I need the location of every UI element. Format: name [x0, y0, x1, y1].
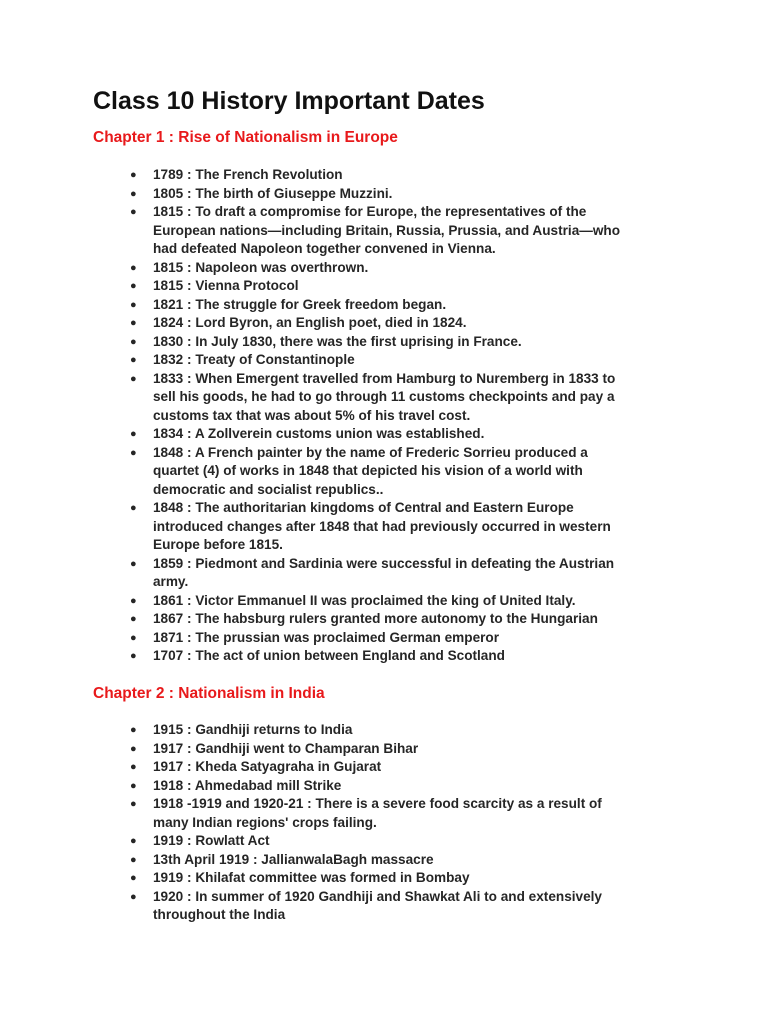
list-item-line: sell his goods, he had to go through 11 customs checkpoints and pay a	[153, 389, 615, 404]
list-item-line: 1832 : Treaty of Constantinople	[153, 352, 355, 367]
list-item	[0, 166, 673, 185]
list-item-line: had defeated Napoleon together convened in Vienna.	[153, 241, 496, 256]
list-item-line: 1848 : A French painter by the name of Frederic Sorrieu produced a	[153, 444, 588, 460]
list-item	[0, 721, 673, 740]
list-item-line: 1859 : Piedmont and Sardinia were successful in defeating the Austrian	[153, 555, 615, 571]
chapter-2-event-list	[0, 721, 768, 925]
list-item-line: 1918 : Ahmedabad mill Strike	[153, 777, 342, 793]
bullet-icon: ●	[130, 187, 137, 200]
list-item-line: 1848 : The authoritarian kingdoms of Central and Eastern Europe	[153, 500, 574, 515]
list-item-line: throughout the India	[153, 907, 286, 922]
bullet-icon: ●	[130, 650, 137, 662]
list-item-line: quartet (4) of works in 1848 that depicted his vision of a world with	[153, 463, 583, 478]
bullet-icon: ●	[130, 853, 137, 866]
bullet-icon: ●	[130, 317, 137, 329]
bullet-icon: ●	[130, 557, 137, 570]
list-item	[0, 647, 673, 666]
list-item-line: 1824 : Lord Byron, an English poet, died in 1824.	[153, 315, 467, 330]
list-item-line: 1920 : In summer of 1920 Gandhiji and Shawkat Ali to and extensively	[153, 888, 602, 904]
list-item	[0, 314, 673, 333]
bullet-icon: ●	[130, 206, 137, 218]
bullet-icon: ●	[130, 502, 137, 514]
list-item	[0, 777, 673, 796]
list-item-line: many Indian regions' crops failing.	[153, 814, 377, 830]
list-item	[0, 795, 673, 832]
list-item-line: democratic and socialist republics..	[153, 481, 384, 497]
list-item	[0, 740, 673, 759]
bullet-icon: ●	[130, 631, 137, 644]
list-item	[0, 888, 673, 925]
list-item-line: 1707 : The act of union between England and Scotland	[153, 648, 505, 663]
bullet-icon: ●	[130, 280, 137, 292]
list-item	[0, 425, 673, 444]
chapter-1-heading: Chapter 1 : Rise of Nationalism in Europe	[93, 129, 398, 146]
list-item-line: 1917 : Gandhiji went to Champaran Bihar	[153, 740, 419, 756]
list-item-line: 1915 : Gandhiji returns to India	[153, 722, 353, 737]
list-item	[0, 370, 673, 426]
list-item-line: 1918 -1919 and 1920-21 : There is a severe food scarcity as a result of	[153, 796, 602, 811]
list-item-line: 1867 : The habsburg rulers granted more autonomy to the Hungarian	[153, 611, 598, 626]
list-item	[0, 610, 673, 629]
list-item-line: 1871 : The prussian was proclaimed German emperor	[153, 629, 500, 645]
list-item	[0, 629, 673, 648]
list-item-line: 1805 : The birth of Giuseppe Muzzini.	[153, 185, 393, 201]
list-item-line: 1815 : To draft a compromise for Europe, the representatives of the	[153, 204, 587, 219]
list-item	[0, 333, 673, 352]
list-item-line: introduced changes after 1848 that had previously occurred in western	[153, 518, 611, 534]
list-item-line: army.	[153, 574, 189, 589]
list-item	[0, 758, 673, 777]
list-item	[0, 869, 673, 888]
bullet-icon: ●	[130, 169, 137, 181]
bullet-icon: ●	[130, 428, 137, 440]
bullet-icon: ●	[130, 261, 137, 274]
list-item	[0, 351, 673, 370]
list-item-line: customs tax that was about 5% of his travel cost.	[153, 407, 471, 423]
bullet-icon: ●	[130, 613, 137, 625]
list-item-line: 1830 : In July 1830, there was the first uprising in France.	[153, 333, 522, 349]
list-item-line: European nations—including Britain, Russia, Prussia, and Austria—who	[153, 222, 621, 238]
list-item	[0, 592, 673, 611]
list-item-line: 1919 : Khilafat committee was formed in Bombay	[153, 870, 470, 885]
list-item	[0, 444, 673, 500]
list-item-line: 1821 : The struggle for Greek freedom began.	[153, 296, 447, 312]
list-item-line: 1789 : The French Revolution	[153, 167, 343, 182]
list-item-line: 13th April 1919 : JallianwalaBagh massacre	[153, 851, 434, 867]
list-item	[0, 259, 673, 278]
bullet-icon: ●	[130, 890, 137, 903]
bullet-icon: ●	[130, 594, 137, 607]
list-item-line: 1833 : When Emergent travelled from Hamburg to Nuremberg in 1833 to	[153, 370, 616, 386]
bullet-icon: ●	[130, 298, 137, 311]
list-item	[0, 555, 673, 592]
list-item	[0, 296, 673, 315]
bullet-icon: ●	[130, 372, 137, 385]
bullet-icon: ●	[130, 835, 137, 847]
list-item-line: 1861 : Victor Emmanuel II was proclaimed the king of United Italy.	[153, 592, 576, 608]
chapter-1-event-list	[0, 166, 768, 666]
chapter-2-heading: Chapter 2 : Nationalism in India	[93, 685, 325, 702]
list-item	[0, 203, 673, 259]
list-item-line: 1834 : A Zollverein customs union was established.	[153, 426, 485, 441]
bullet-icon: ●	[130, 354, 137, 366]
list-item	[0, 185, 673, 204]
list-item	[0, 277, 673, 296]
list-item	[0, 499, 673, 555]
bullet-icon: ●	[130, 742, 137, 755]
bullet-icon: ●	[130, 335, 137, 348]
bullet-icon: ●	[130, 872, 137, 884]
bullet-icon: ●	[130, 446, 137, 459]
list-item-line: 1815 : Napoleon was overthrown.	[153, 259, 369, 275]
list-item-line: 1919 : Rowlatt Act	[153, 833, 270, 848]
document-title: Class 10 History Important Dates	[93, 87, 485, 115]
list-item	[0, 851, 673, 870]
bullet-icon: ●	[130, 779, 137, 792]
list-item	[0, 832, 673, 851]
bullet-icon: ●	[130, 798, 137, 810]
bullet-icon: ●	[130, 724, 137, 736]
bullet-icon: ●	[130, 761, 137, 773]
list-item-line: 1815 : Vienna Protocol	[153, 278, 299, 293]
list-item-line: 1917 : Kheda Satyagraha in Gujarat	[153, 759, 382, 774]
list-item-line: Europe before 1815.	[153, 537, 283, 552]
